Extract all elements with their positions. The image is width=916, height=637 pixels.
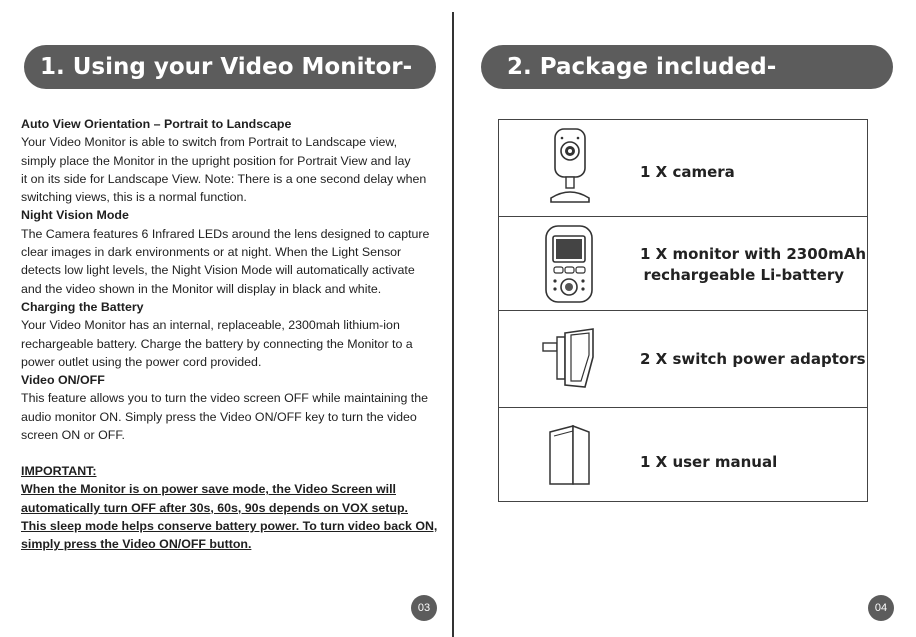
page-heading-package: 2. Package included- xyxy=(481,45,893,89)
package-item-label: 2 X switch power adaptors xyxy=(640,350,866,368)
page-divider xyxy=(452,12,454,637)
important-line: This sleep mode helps conserve battery power. To turn video back ON, xyxy=(21,518,438,533)
camera-icon xyxy=(541,126,597,210)
body-line: The Camera features 6 Infrared LEDs around the lens designed to capture xyxy=(21,226,430,241)
body-line: Your Video Monitor is able to switch from Portrait to Landscape view, xyxy=(21,135,398,150)
important-line: simply press the Video ON/OFF button. xyxy=(21,537,252,552)
body-line: power outlet using the power cord provided. xyxy=(21,354,262,369)
section-title-auto-view: Auto View Orientation – Portrait to Landscape xyxy=(21,117,292,131)
body-line: clear images in dark environments or at night. When the Light Sensor xyxy=(21,245,402,260)
important-title: IMPORTANT: xyxy=(21,464,97,478)
package-row-monitor xyxy=(499,217,867,311)
monitor-icon xyxy=(543,223,595,305)
package-item-label: 1 X user manual xyxy=(640,453,778,471)
body-line: and the video shown in the Monitor will display in black and white. xyxy=(21,281,382,296)
body-line: Your Video Monitor has an internal, replaceable, 2300mah lithium-ion xyxy=(21,318,400,333)
package-contents-table xyxy=(498,119,868,502)
page-number-right: 04 xyxy=(868,595,894,621)
section-title-charging: Charging the Battery xyxy=(21,299,144,314)
body-line: it on its side for Landscape View. Note: There is a one second delay when xyxy=(21,171,427,186)
package-row-manual xyxy=(499,408,867,502)
page-number-left: 03 xyxy=(411,595,437,621)
package-row-camera xyxy=(499,120,867,217)
section-title-night-vision: Night Vision Mode xyxy=(21,208,129,223)
page-heading-using: 1. Using your Video Monitor- xyxy=(24,45,436,89)
body-line: simply place the Monitor in the upright position for Portrait View and lay xyxy=(21,153,411,168)
user-manual-icon xyxy=(547,422,593,490)
instructions-text xyxy=(21,115,441,444)
body-line: This feature allows you to turn the video screen OFF while maintaining the xyxy=(21,391,429,406)
body-line: audio monitor ON. Simply press the Video ON/OFF key to turn the video xyxy=(21,409,417,424)
power-adaptor-icon xyxy=(541,327,597,391)
important-line: When the Monitor is on power save mode, the Video Screen will xyxy=(21,482,396,497)
package-item-label: 1 X monitor with 2300mAh xyxy=(640,245,867,263)
body-line: detects low light levels, the Night Vision Mode will automatically activate xyxy=(21,263,415,278)
package-row-adaptors xyxy=(499,311,867,408)
section-title-video-onoff: Video ON/OFF xyxy=(21,373,105,388)
package-item-label: 1 X camera xyxy=(640,163,735,181)
important-notice xyxy=(21,462,437,553)
package-item-label-line2: rechargeable Li-battery xyxy=(643,266,844,284)
body-line: switching views, this is a normal function. xyxy=(21,190,247,205)
body-line: rechargeable battery. Charge the battery by connecting the Monitor to a xyxy=(21,336,413,351)
important-line: automatically turn OFF after 30s, 60s, 90s depends on VOX setup. xyxy=(21,500,408,515)
body-line: screen ON or OFF. xyxy=(21,428,125,443)
